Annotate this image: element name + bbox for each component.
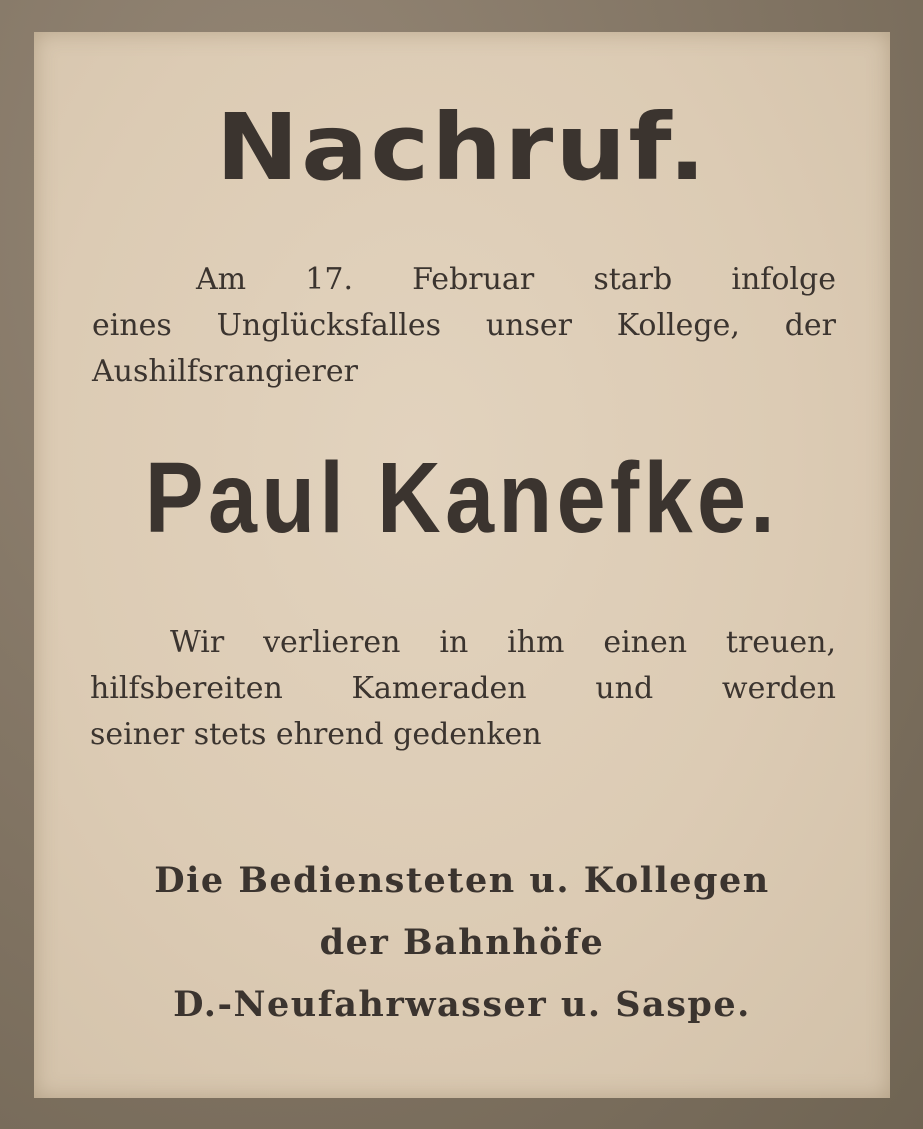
intro-line: Aushilfsrangierer [92,354,358,389]
deceased-name: Paul Kanefke. [144,442,780,554]
tribute-line: seiner stets ehrend gedenken [90,717,542,752]
tribute-paragraph [90,620,836,758]
signature-line: Die Bediensteten u. Kollegen [154,860,770,901]
intro-line: Am 17. Februar starb infolge [196,262,836,297]
tribute-line: Wir verlieren in ihm einen treuen, [170,625,836,660]
obituary-notice [34,32,890,1098]
tribute-line: hilfsbereiten Kameraden und werden [90,671,836,706]
notice-title: Nachruf. [215,94,709,201]
intro-line: eines Unglücksfalles unser Kollege, der [92,308,836,343]
signature-block [34,850,890,1036]
signature-line: der Bahnhöfe [319,922,605,963]
intro-paragraph [92,257,836,395]
signature-line: D.-Neufahrwasser u. Saspe. [173,984,751,1025]
